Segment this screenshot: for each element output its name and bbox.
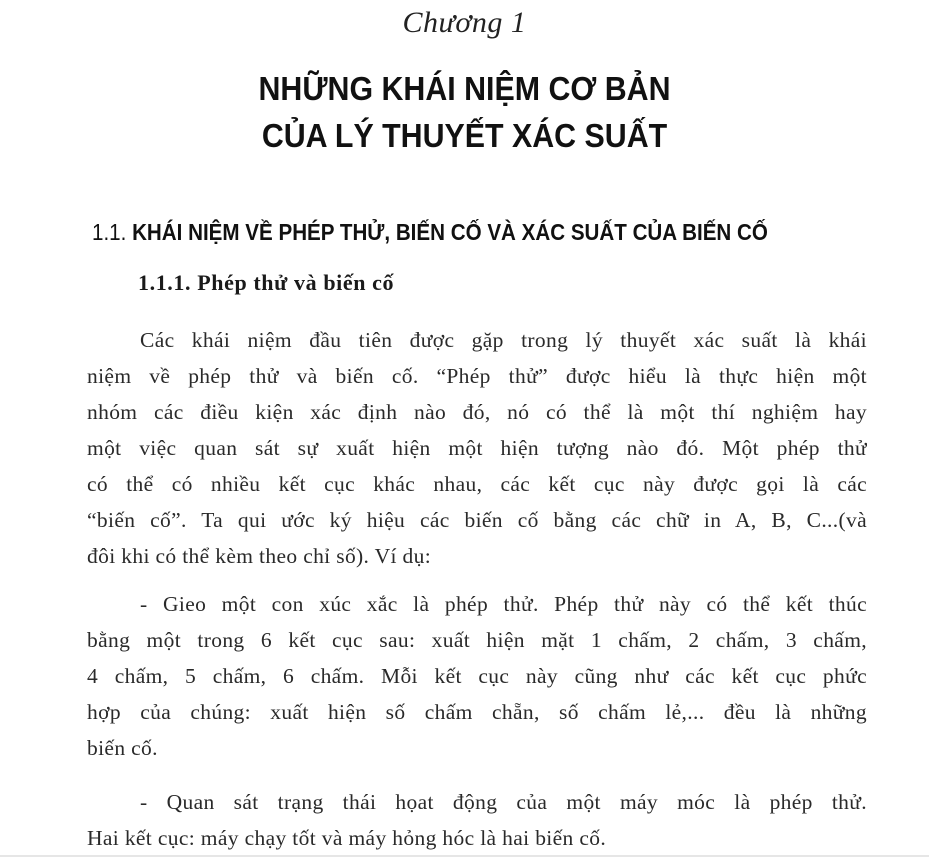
text-line: có thể có nhiều kết cục khác nhau, các kết cục này được gọi là các (87, 472, 867, 496)
section-number: 1.1. (92, 219, 127, 245)
text-line: “biến cố”. Ta qui ước ký hiệu các biến cố bằng các chữ in A, B, C...(và (87, 508, 867, 532)
text-line: 4 chấm, 5 chấm, 6 chấm. Mỗi kết cục này cũng như các kết cục phức (87, 664, 867, 688)
chapter-title-line-2: CỦA LÝ THUYẾT XÁC SUẤT (261, 117, 668, 154)
subsection-heading: 1.1.1. Phép thử và biến cố (138, 270, 395, 295)
text-line: hợp của chúng: xuất hiện số chấm chẵn, số chấm lẻ,... đều là những (87, 700, 867, 724)
text-line: đôi khi có thể kèm theo chỉ số). Ví dụ: (87, 544, 432, 568)
text-line: - Gieo một con xúc xắc là phép thử. Phép thử này có thể kết thúc (140, 592, 867, 616)
text-line: bằng một trong 6 kết cục sau: xuất hiện mặt 1 chấm, 2 chấm, 3 chấm, (87, 628, 867, 652)
paragraph-example-machine (87, 784, 867, 856)
paragraph-definitions (87, 322, 867, 574)
paragraph-example-dice (87, 586, 867, 766)
text-line: nhóm các điều kiện xác định nào đó, nó có thể là một thí nghiệm hay (87, 400, 867, 424)
chapter-title-line-1: NHỮNG KHÁI NIỆM CƠ BẢN (258, 70, 671, 107)
text-line: biến cố. (87, 736, 158, 760)
text-line: một việc quan sát sự xuất hiện một hiện tượng nào đó. Một phép thử (87, 436, 867, 460)
text-line: - Quan sát trạng thái họat động của một máy móc là phép thử. (140, 790, 867, 814)
text-line: Hai kết cục: máy chạy tốt và máy hỏng hóc là hai biến cố. (87, 826, 607, 850)
text-line: niệm về phép thử và biến cố. “Phép thử” được hiểu là thực hiện một (87, 364, 867, 388)
section-heading (92, 219, 772, 246)
chapter-label: Chương 1 (402, 6, 527, 39)
section-title: KHÁI NIỆM VỀ PHÉP THỬ, BIẾN CỐ VÀ XÁC SUẤT CỦA BIẾN CỐ (132, 219, 768, 245)
text-line: Các khái niệm đầu tiên được gặp trong lý thuyết xác suất là khái (140, 328, 867, 352)
